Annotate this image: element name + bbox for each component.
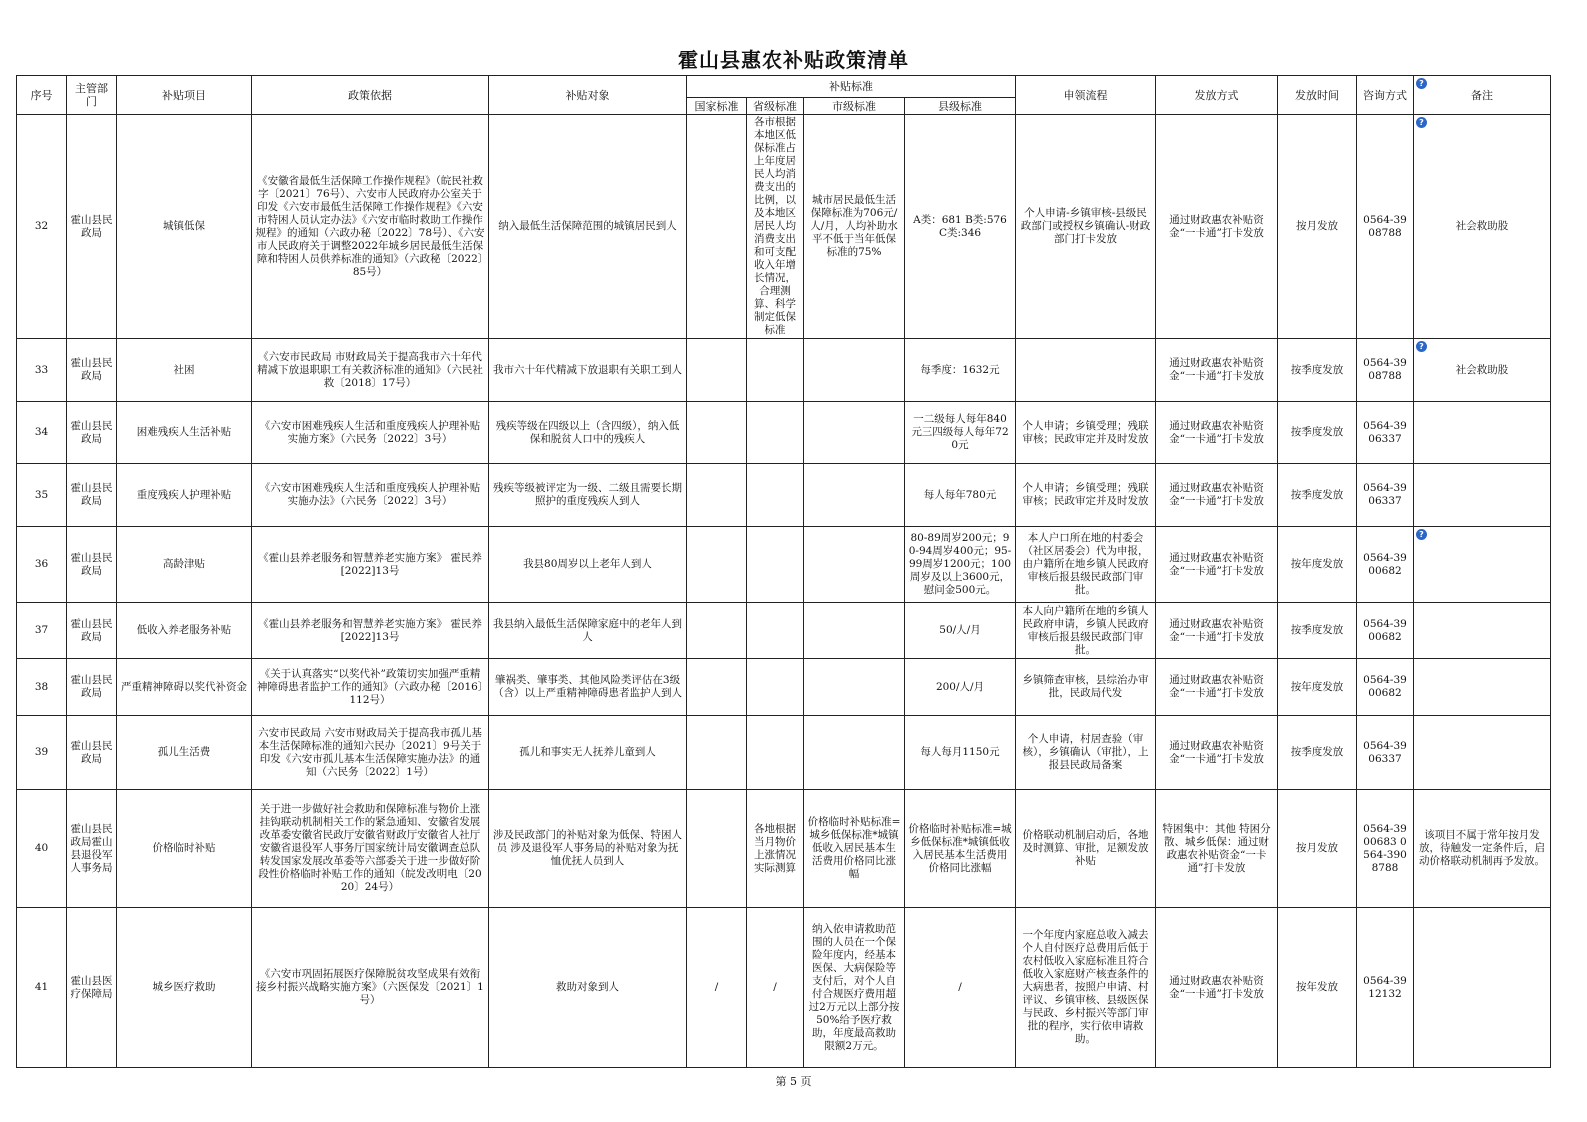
cell-item: 低收入养老服务补贴	[117, 603, 252, 659]
cell-process	[1016, 339, 1156, 402]
cell-basis: 《六安市民政局 市财政局关于提高我市六十年代精减下放退职职工有关救济标准的通知》（六民社救〔2018〕17号）	[252, 339, 489, 402]
header-dept: 主管部门	[67, 76, 117, 115]
cell-dept: 霍山县民政局	[67, 527, 117, 603]
cell-basis: 六安市民政局 六安市财政局关于提高我市孤儿基本生活保障标准的通知六民办〔2021〕9号关于印发《六安市孤儿基本生活保障实施办法》的通知（六民务〔2022〕1号）	[252, 716, 489, 790]
cell-target: 我县纳入最低生活保障家庭中的老年人到人	[489, 603, 687, 659]
cell-time: 按年度发放	[1278, 527, 1357, 603]
cell-national	[687, 339, 747, 402]
table-row	[17, 115, 1551, 339]
help-icon[interactable]: ?	[1416, 341, 1427, 352]
cell-contact: 0564-3900682	[1357, 527, 1414, 603]
cell-province	[747, 402, 804, 464]
cell-note	[1414, 603, 1551, 659]
cell-seq: 38	[17, 659, 67, 716]
table-body	[17, 115, 1551, 1068]
cell-method: 通过财政惠农补贴资金“一卡通”打卡发放	[1156, 464, 1278, 527]
cell-note	[1414, 908, 1551, 1068]
cell-county: 每季度：1632元	[905, 339, 1016, 402]
header-process: 申领流程	[1016, 76, 1156, 115]
cell-dept: 霍山县民政局	[67, 659, 117, 716]
cell-seq: 37	[17, 603, 67, 659]
cell-item: 城镇低保	[117, 115, 252, 339]
cell-seq: 33	[17, 339, 67, 402]
cell-process: 一个年度内家庭总收入减去个人自付医疗总费用后低于农村低收入家庭标准且符合低收入家庭财产核查条件的大病患者，按照户申请、村评议、乡镇审核、县级医保与民政、乡村振兴等部门审批的程序，实行依申请救助。	[1016, 908, 1156, 1068]
cell-city: 城市居民最低生活保障标准为706元/人/月，人均补助水平不低于当年低保标准的75%	[804, 115, 905, 339]
cell-national	[687, 659, 747, 716]
cell-process: 个人申请，村居查验（审核），乡镇确认（审批），上报县民政局备案	[1016, 716, 1156, 790]
cell-county: A类：681 B类:576 C类:346	[905, 115, 1016, 339]
table-row	[17, 527, 1551, 603]
header-note-label: 备注	[1471, 88, 1493, 102]
cell-time: 按年度发放	[1278, 659, 1357, 716]
cell-city: 纳入依申请救助范围的人员在一个保险年度内，经基本医保、大病保险等支付后，对个人自付合规医疗费用超过2万元以上部分按50%给予医疗救助，年度最高救助限额2万元。	[804, 908, 905, 1068]
cell-province	[747, 464, 804, 527]
cell-target: 救助对象到人	[489, 908, 687, 1068]
table-row	[17, 402, 1551, 464]
cell-target: 残疾等级被评定为一级、二级且需要长期照护的重度残疾人到人	[489, 464, 687, 527]
header-basis: 政策依据	[252, 76, 489, 115]
cell-national	[687, 464, 747, 527]
header-province: 省级标准	[747, 98, 804, 115]
cell-province	[747, 603, 804, 659]
cell-city: 价格临时补贴标准=城乡低保标准*城镇低收入居民基本生活费用价格同比涨幅	[804, 790, 905, 908]
header-standard: 补贴标准	[687, 76, 1016, 98]
cell-basis: 《安徽省最低生活保障工作操作规程》（皖民社救字〔2021〕76号）、六安市人民政府办公室关于印发《六安市最低生活保障工作操作规程》《六安市特困人员认定办法》《六安市临时救助工作操作规程》的通知（六政办秘〔2022〕78号）、《六安市人民政府关于调整2022年城乡居民最低生活保障和特困人员供养标准的通知》（六政秘〔2022〕85号）	[252, 115, 489, 339]
cell-process: 个人申请；乡镇受理；残联审核；民政审定并及时发放	[1016, 402, 1156, 464]
cell-item: 社困	[117, 339, 252, 402]
note-text: 社会救助股	[1455, 363, 1509, 376]
cell-contact: 0564-3912132	[1357, 908, 1414, 1068]
cell-dept: 霍山县民政局	[67, 716, 117, 790]
header-city: 市级标准	[804, 98, 905, 115]
cell-time: 按季度发放	[1278, 603, 1357, 659]
cell-contact: 0564-3906337	[1357, 402, 1414, 464]
cell-city	[804, 464, 905, 527]
cell-target: 残疾等级在四级以上（含四级），纳入低保和脱贫人口中的残疾人	[489, 402, 687, 464]
cell-item: 重度残疾人护理补贴	[117, 464, 252, 527]
cell-contact: 0564-3908788	[1357, 115, 1414, 339]
cell-contact: 0564-3900682	[1357, 659, 1414, 716]
cell-method: 通过财政惠农补贴资金“一卡通”打卡发放	[1156, 115, 1278, 339]
cell-county: 50/人/月	[905, 603, 1016, 659]
cell-dept: 霍山县民政局	[67, 603, 117, 659]
cell-time: 按年发放	[1278, 908, 1357, 1068]
cell-process: 本人户口所在地的村委会（社区居委会）代为申报，由户籍所在地乡镇人民政府审核后报县级民政部门审批。	[1016, 527, 1156, 603]
header-method: 发放方式	[1156, 76, 1278, 115]
table-row	[17, 659, 1551, 716]
header-target: 补贴对象	[489, 76, 687, 115]
cell-city	[804, 659, 905, 716]
cell-process: 本人向户籍所在地的乡镇人民政府申请，乡镇人民政府审核后报县级民政部门审批。	[1016, 603, 1156, 659]
header-contact: 咨询方式	[1357, 76, 1414, 115]
cell-note	[1414, 115, 1551, 339]
cell-county: 每人每月1150元	[905, 716, 1016, 790]
cell-seq: 35	[17, 464, 67, 527]
cell-note	[1414, 339, 1551, 402]
cell-time: 按季度发放	[1278, 716, 1357, 790]
cell-process: 个人申请-乡镇审核-县级民政部门或授权乡镇确认-财政部门打卡发放	[1016, 115, 1156, 339]
cell-contact: 0564-3900682	[1357, 603, 1414, 659]
header-note	[1414, 76, 1551, 115]
cell-target: 孤儿和事实无人抚养儿童到人	[489, 716, 687, 790]
cell-seq: 36	[17, 527, 67, 603]
cell-dept: 霍山县民政局	[67, 115, 117, 339]
cell-note	[1414, 464, 1551, 527]
cell-basis: 《霍山县养老服务和智慧养老实施方案》 霍民养[2022]13号	[252, 527, 489, 603]
cell-national	[687, 115, 747, 339]
cell-province: 各地根据当月物价上涨情况实际测算	[747, 790, 804, 908]
cell-item: 困难残疾人生活补贴	[117, 402, 252, 464]
cell-basis: 《霍山县养老服务和智慧养老实施方案》 霍民养[2022]13号	[252, 603, 489, 659]
help-icon[interactable]: ?	[1416, 529, 1427, 540]
cell-note	[1414, 659, 1551, 716]
cell-target: 我市六十年代精减下放退职有关职工到人	[489, 339, 687, 402]
cell-method: 特困集中：其他 特困分散、城乡低保：通过财政惠农补贴资金“一卡通”打卡发放	[1156, 790, 1278, 908]
cell-process: 个人申请；乡镇受理；残联审核；民政审定并及时发放	[1016, 464, 1156, 527]
cell-time: 按月发放	[1278, 115, 1357, 339]
cell-note	[1414, 716, 1551, 790]
cell-national: /	[687, 908, 747, 1068]
cell-county: 200/人/月	[905, 659, 1016, 716]
note-text: 该项目不属于常年按月发放，待触发一定条件后，启动价格联动机制再予发放。	[1419, 829, 1545, 867]
cell-seq: 41	[17, 908, 67, 1068]
cell-province	[747, 659, 804, 716]
cell-target: 纳入最低生活保障范围的城镇居民到人	[489, 115, 687, 339]
cell-province: 各市根据本地区低保标准占上年度居民人均消费支出的比例，以及本地区居民人均消费支出和可支配收入年增长情况，合理测算、科学制定低保标准	[747, 115, 804, 339]
cell-county: 价格临时补贴标准=城乡低保标准*城镇低收入居民基本生活费用价格同比涨幅	[905, 790, 1016, 908]
help-icon[interactable]: ?	[1416, 78, 1427, 89]
subsidy-policy-table	[16, 75, 1551, 1068]
cell-national	[687, 790, 747, 908]
cell-seq: 34	[17, 402, 67, 464]
table-row	[17, 790, 1551, 908]
cell-item: 价格临时补贴	[117, 790, 252, 908]
cell-basis: 《关于认真落实“以奖代补”政策切实加强严重精神障碍患者监护工作的通知》（六政办秘〔2016〕112号）	[252, 659, 489, 716]
cell-basis: 关于进一步做好社会救助和保障标准与物价上涨挂钩联动机制相关工作的紧急通知、安徽省发展改革委安徽省民政厅安徽省财政厅安徽省人社厅安徽省退役军人事务厅国家统计局安徽调查总队转发国家发展改革委等六部委关于进一步做好阶段性价格临时补贴工作的通知（皖发改明电〔2020〕24号）	[252, 790, 489, 908]
table-row	[17, 464, 1551, 527]
cell-method: 通过财政惠农补贴资金“一卡通”打卡发放	[1156, 339, 1278, 402]
cell-basis: 《六安市困难残疾人生活和重度残疾人护理补贴实施办法》（六民务〔2022〕3号）	[252, 464, 489, 527]
cell-time: 按季度发放	[1278, 402, 1357, 464]
cell-county: /	[905, 908, 1016, 1068]
cell-note	[1414, 790, 1551, 908]
header-national: 国家标准	[687, 98, 747, 115]
cell-target: 涉及民政部门的补贴对象为低保、特困人员 涉及退役军人事务局的补贴对象为抚恤优抚人员到人	[489, 790, 687, 908]
cell-process: 价格联动机制启动后，各地及时测算、审批，足额发放补贴	[1016, 790, 1156, 908]
cell-national	[687, 603, 747, 659]
cell-dept: 霍山县民政局	[67, 402, 117, 464]
cell-province	[747, 716, 804, 790]
cell-basis: 《六安市巩固拓展医疗保障脱贫攻坚成果有效衔接乡村振兴战略实施方案》（六医保发〔2021〕1号）	[252, 908, 489, 1068]
cell-method: 通过财政惠农补贴资金“一卡通”打卡发放	[1156, 603, 1278, 659]
header-time: 发放时间	[1278, 76, 1357, 115]
cell-city	[804, 716, 905, 790]
cell-item: 城乡医疗救助	[117, 908, 252, 1068]
cell-contact: 0564-3908788	[1357, 339, 1414, 402]
header-item: 补贴项目	[117, 76, 252, 115]
table-row	[17, 716, 1551, 790]
cell-time: 按季度发放	[1278, 339, 1357, 402]
cell-method: 通过财政惠农补贴资金“一卡通”打卡发放	[1156, 527, 1278, 603]
cell-target: 我县80周岁以上老年人到人	[489, 527, 687, 603]
cell-note	[1414, 527, 1551, 603]
cell-item: 严重精神障碍以奖代补资金	[117, 659, 252, 716]
cell-target: 肇祸类、肇事类、其他风险类评估在3级（含）以上严重精神障碍患者监护人到人	[489, 659, 687, 716]
cell-time: 按月发放	[1278, 790, 1357, 908]
cell-item: 高龄津贴	[117, 527, 252, 603]
cell-national	[687, 716, 747, 790]
cell-method: 通过财政惠农补贴资金“一卡通”打卡发放	[1156, 908, 1278, 1068]
cell-dept: 霍山县民政局	[67, 339, 117, 402]
header-county: 县级标准	[905, 98, 1016, 115]
cell-province	[747, 339, 804, 402]
cell-city	[804, 527, 905, 603]
cell-province	[747, 527, 804, 603]
cell-city	[804, 339, 905, 402]
header-seq: 序号	[17, 76, 67, 115]
cell-seq: 39	[17, 716, 67, 790]
cell-seq: 40	[17, 790, 67, 908]
cell-county: 80-89周岁200元；90-94周岁400元；95-99周岁1200元；100周岁及以上3600元，慰问金500元。	[905, 527, 1016, 603]
cell-contact: 0564-3900683 0564-3908788	[1357, 790, 1414, 908]
cell-dept: 霍山县医疗保障局	[67, 908, 117, 1068]
cell-province: /	[747, 908, 804, 1068]
note-text: 社会救助股	[1455, 220, 1509, 232]
cell-method: 通过财政惠农补贴资金“一卡通”打卡发放	[1156, 659, 1278, 716]
cell-process: 乡镇筛查审核，县综治办审批，民政局代发	[1016, 659, 1156, 716]
cell-method: 通过财政惠农补贴资金“一卡通”打卡发放	[1156, 402, 1278, 464]
cell-city	[804, 402, 905, 464]
cell-item: 孤儿生活费	[117, 716, 252, 790]
page-number: 第 5 页	[775, 1075, 812, 1088]
cell-city	[804, 603, 905, 659]
cell-national	[687, 402, 747, 464]
cell-dept: 霍山县民政局	[67, 464, 117, 527]
cell-time: 按季度发放	[1278, 464, 1357, 527]
cell-note	[1414, 402, 1551, 464]
cell-dept: 霍山县民政局霍山县退役军人事务局	[67, 790, 117, 908]
cell-national	[687, 527, 747, 603]
table-row	[17, 339, 1551, 402]
cell-county: 一二级每人每年840元三四级每人每年720元	[905, 402, 1016, 464]
table-row	[17, 908, 1551, 1068]
cell-contact: 0564-3906337	[1357, 464, 1414, 527]
page-title: 霍山县惠农补贴政策清单	[678, 48, 909, 72]
cell-method: 通过财政惠农补贴资金“一卡通”打卡发放	[1156, 716, 1278, 790]
cell-county: 每人每年780元	[905, 464, 1016, 527]
cell-seq: 32	[17, 115, 67, 339]
help-icon[interactable]: ?	[1416, 117, 1427, 128]
cell-basis: 《六安市困难残疾人生活和重度残疾人护理补贴实施方案》（六民务〔2022〕3号）	[252, 402, 489, 464]
cell-contact: 0564-3906337	[1357, 716, 1414, 790]
table-row	[17, 603, 1551, 659]
